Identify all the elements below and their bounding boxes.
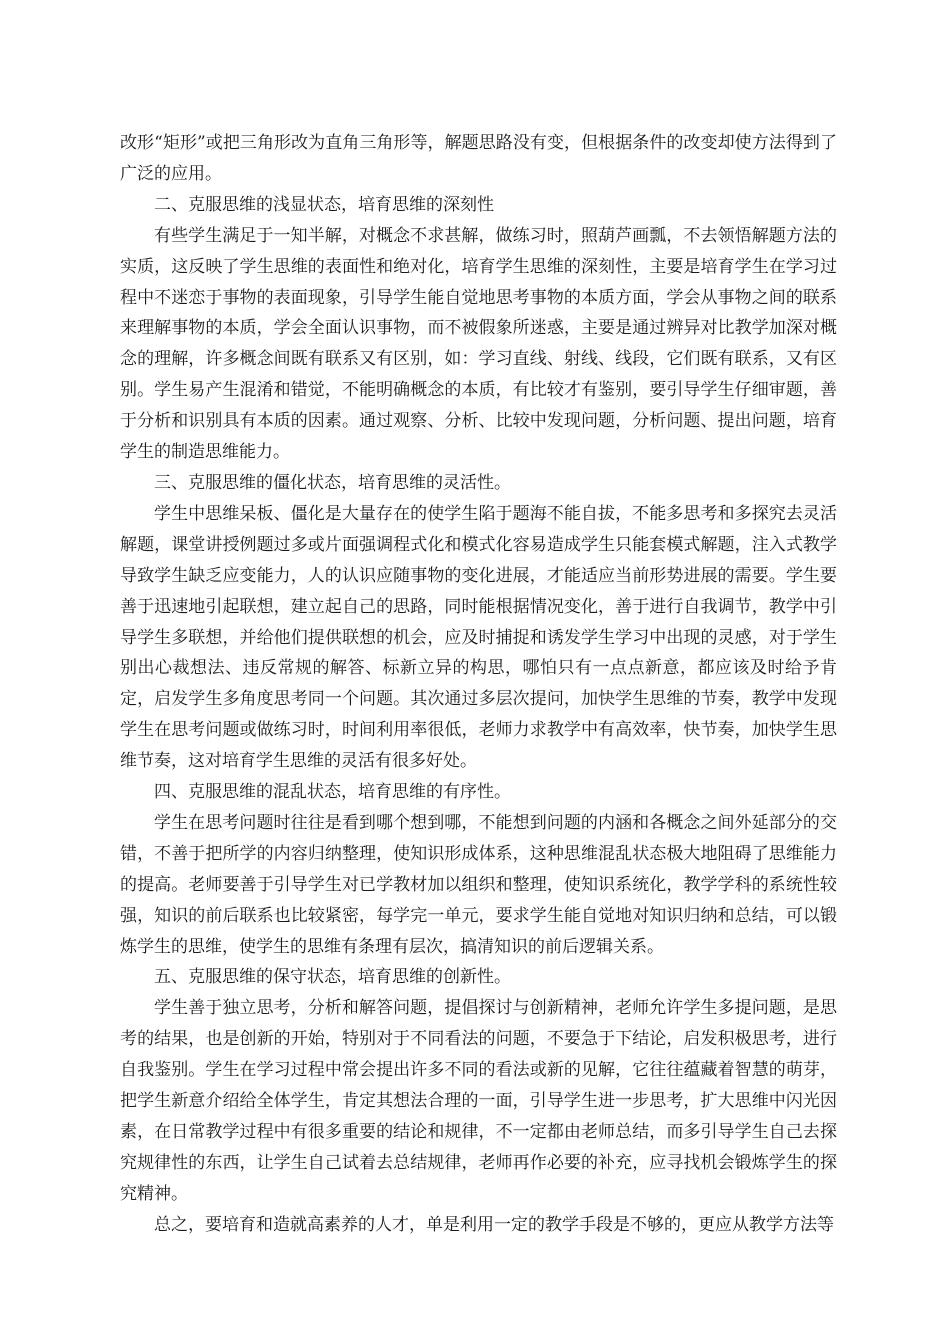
section-body-5: 学生善于独立思考，分析和解答问题，提倡探讨与创新精神，老师允许学生多提问题，是思考的结果，也是创新的开始，特别对于不同看法的问题，不要急于下结论，启发积极思考，进行自我鉴别。学生在学习过程中常会提出许多不同的看法或新的见解，它往往蕴藏着智慧的萌芽，把学生新意介绍给全体学生，肯定其想法合理的一面，引导学生进一步思考，扩大思维中闪光因素，在日常教学过程中有很多重要的结论和规律，不一定都由老师总结，而多引导学生自己去探究规律性的东西，让学生自己试着去总结规律，老师再作必要的补充，应寻找机会锻炼学生的探究精神。 xyxy=(120,998,837,1204)
conclusion-paragraph: 总之，要培育和造就高素养的人才，单是利用一定的教学手段是不够的，更应从教学方法等 xyxy=(154,1214,834,1235)
section-body-2: 有些学生满足于一知半解，对概念不求甚解，做练习时，照葫芦画瓢，不去领悟解题方法的实质，这反映了学生思维的表面性和绝对化，培育学生思维的深刻性，主要是培育学生在学习过程中不迷恋于事物的表面现象，引导学生能自觉地思考事物的本质方面，学会从事物之间的联系来理解事物的本质，学会全面认识事物，而不被假象所迷惑，主要是通过辨异对比教学加深对概念的理解，许多概念间既有联系又有区别，如：学习直线、射线、线段，它们既有联系，又有区别。学生易产生混淆和错觉，不能明确概念的本质，有比较才有鉴别，要引导学生仔细审题，善于分析和识别具有本质的因素。通过观察、分析、比较中发现问题，分析问题、提出问题，培育学生的制造思维能力。 xyxy=(120,225,837,463)
document-page xyxy=(120,128,837,1241)
section-heading-2: 二、克服思维的浅显状态，培育思维的深刻性 xyxy=(154,194,494,215)
section-body-4: 学生在思考问题时往往是看到哪个想到哪，不能想到问题的内涵和各概念之间外延部分的交错，不善于把所学的内容归纳整理，使知识形成体系，这种思维混乱状态极大地阻碍了思维能力的提高。老师要善于引导学生对已学教材加以组织和整理，使知识系统化，教学学科的系统性较强，知识的前后联系也比较紧密，每学完一单元，要求学生能自觉地对知识归纳和总结，可以锻炼学生的思维，使学生的思维有条理有层次，搞清知识的前后逻辑关系。 xyxy=(120,812,837,957)
section-heading-5: 五、克服思维的保守状态，培育思维的创新性。 xyxy=(154,967,511,988)
section-body-3: 学生中思维呆板、僵化是大量存在的使学生陷于题海不能自拔，不能多思考和多探究去灵活解题，课堂讲授例题过多或片面强调程式化和模式化容易造成学生只能套模式解题，注入式教学导致学生缺乏应变能力，人的认识应随事物的变化进展，才能适应当前形势进展的需要。学生要善于迅速地引起联想，建立起自己的思路，同时能根据情况变化，善于进行自我调节，教学中引导学生多联想，并给他们提供联想的机会，应及时捕捉和诱发学生学习中出现的灵感，对于学生别出心裁想法、违反常规的解答、标新立异的构思，哪怕只有一点点新意，都应该及时给予肯定，启发学生多角度思考同一个问题。其次通过多层次提问，加快学生思维的节奏，教学中发现学生在思考问题或做练习时，时间利用率很低，老师力求教学中有高效率，快节奏，加快学生思维节奏，这对培育学生思维的灵活有很多好处。 xyxy=(120,503,837,772)
section-heading-3: 三、克服思维的僵化状态，培育思维的灵活性。 xyxy=(154,472,511,493)
section-heading-4: 四、克服思维的混乱状态，培育思维的有序性。 xyxy=(154,782,511,803)
continuation-paragraph: 改形“矩形”或把三角形改为直角三角形等，解题思路没有变，但根据条件的改变却使方法得到了广泛的应用。 xyxy=(120,133,837,184)
